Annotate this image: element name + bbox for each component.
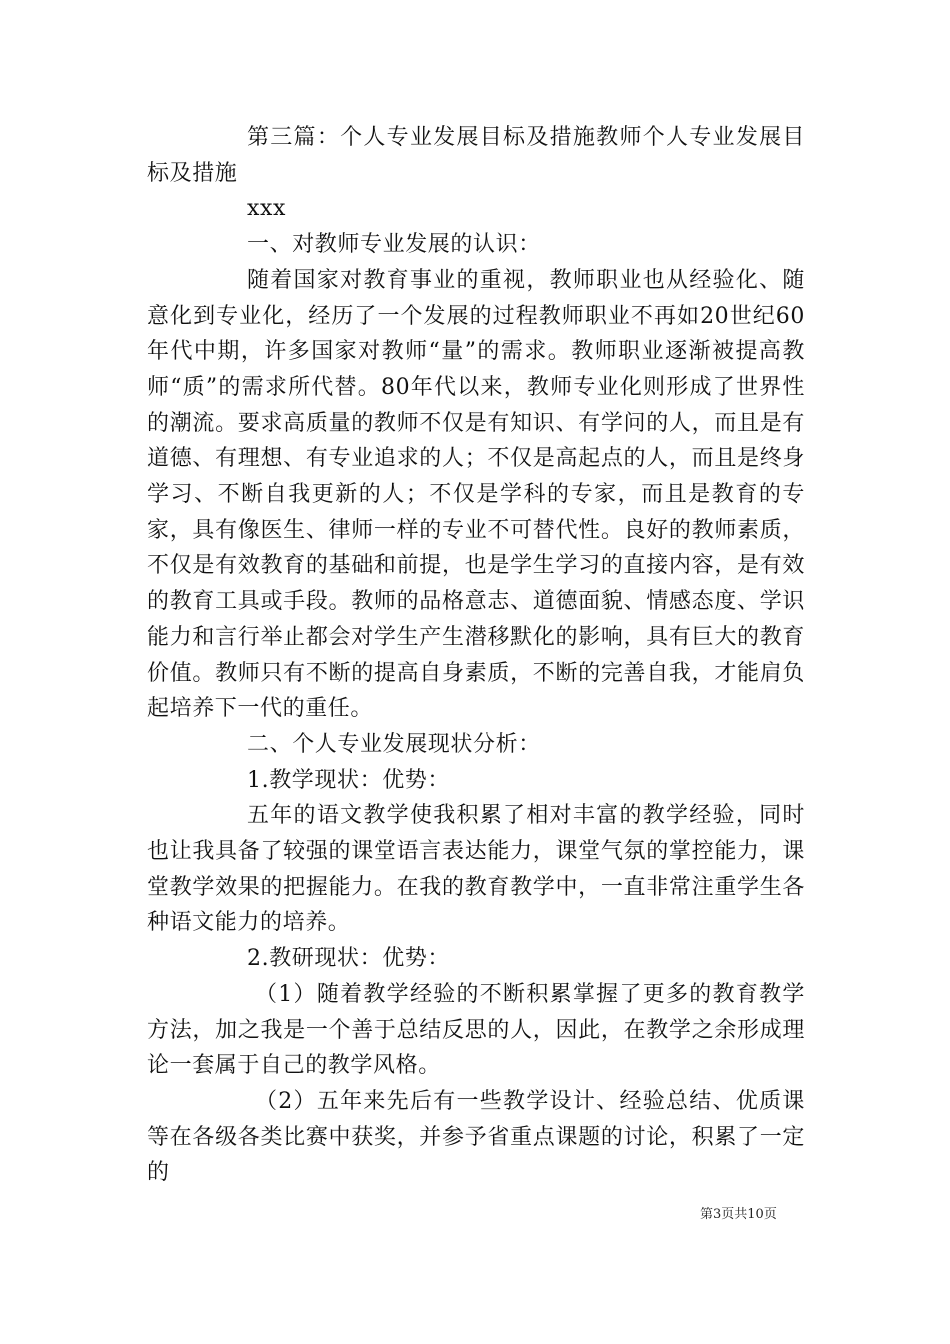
body-paragraph-1: 随着国家对教育事业的重视，教师职业也从经验化、随意化到专业化，经历了一个发展的过程教师职业不再如20世纪60年代中期，许多国家对教师“量”的需求。教师职业逐渐被提高教师“质”的需求所代替。80年代以来，教师专业化则形成了世界性的潮流。要求高质量的教师不仅是有知识、有学问的人，而且是有道德、有理想、有专业追求的人；不仅是高起点的人，而且是终身学习、不断自我更新的人；不仅是学科的专家，而且是教育的专家，具有像医生、律师一样的专业不可替代性。良好的教师素质，不仅是有效教育的基础和前提，也是学生学习的直接内容，是有效的教育工具或手段。教师的品格意志、道德面貌、情感态度、学识能力和言行举止都会对学生产生潜移默化的影响，具有巨大的教育价值。教师只有不断的提高自身素质，不断的完善自我，才能肩负起培养下一代的重任。 (147, 267, 805, 722)
subheading-research-status: 2.教研现状：优势： (247, 946, 450, 972)
page-number: 第3页共10页 (700, 1207, 777, 1222)
document-title: 第三篇：个人专业发展目标及措施教师个人专业发展目标及措施 (147, 125, 805, 186)
author-line: xxx (247, 196, 287, 222)
body-paragraph-3: （1）随着教学经验的不断积累掌握了更多的教育教学方法，加之我是一个善于总结反思的人，因此，在教学之余形成理论一套属于自己的教学风格。 (147, 981, 805, 1079)
section-heading-2: 二、个人专业发展现状分析： (247, 731, 541, 757)
body-paragraph-2: 五年的语文教学使我积累了相对丰富的教学经验，同时也让我具备了较强的课堂语言表达能力，课堂气氛的掌控能力，课堂教学效果的把握能力。在我的教育教学中，一直非常注重学生各种语文能力的培养。 (147, 803, 805, 936)
document-body (147, 120, 805, 1191)
body-paragraph-4: （2）五年来先后有一些教学设计、经验总结、优质课等在各级各类比赛中获奖，并参予省重点课题的讨论，积累了一定的 (147, 1088, 805, 1186)
section-heading-1: 一、对教师专业发展的认识： (247, 232, 541, 258)
subheading-teaching-status: 1.教学现状：优势： (247, 767, 450, 793)
